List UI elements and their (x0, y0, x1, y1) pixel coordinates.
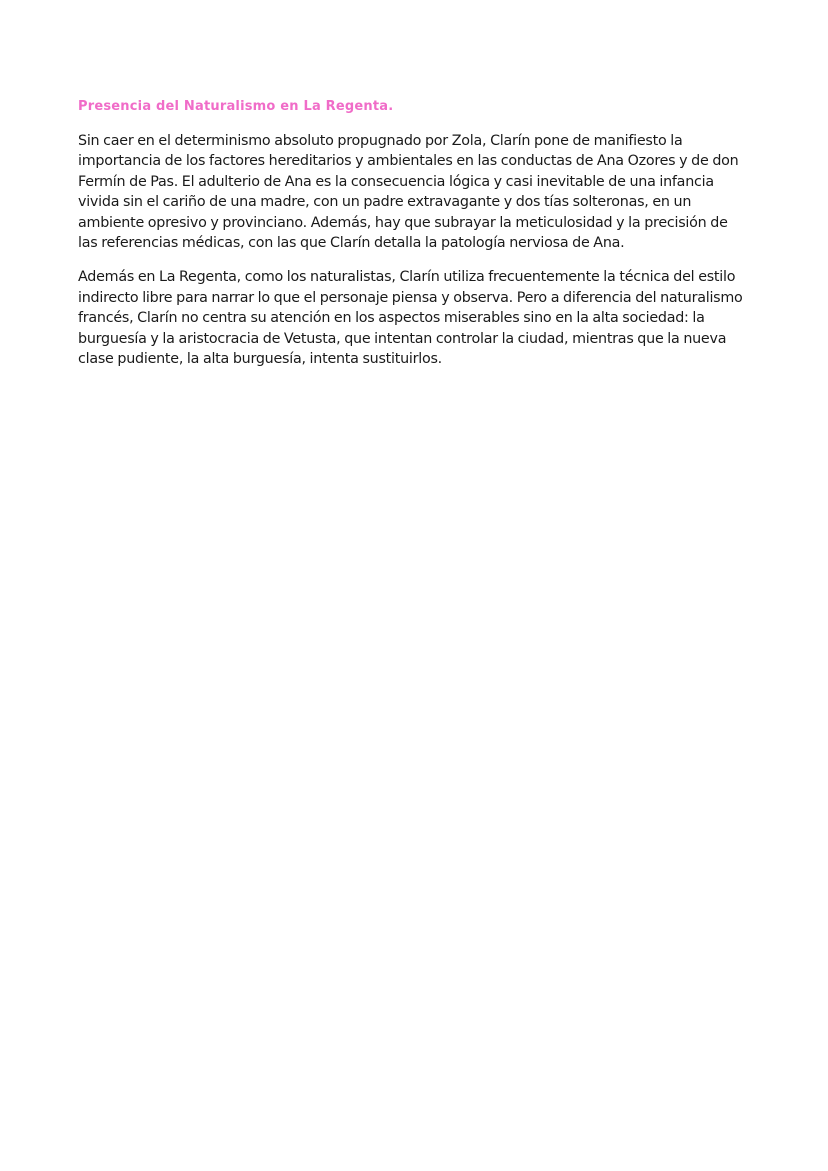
paragraph-1: Sin caer en el determinismo absoluto propugnado por Zola, Clarín pone de manifiesto la importancia de los factores hereditarios y ambientales en las conductas de Ana Ozores y de don Fermín de Pas. El adulterio de Ana es la consecuencia lógica y casi inevitable de una infancia vivida sin el cariño de una madre, con un padre extravagante y dos tías solteronas, en un ambiente opresivo y provinciano. Además, hay que subrayar la meticulosidad y la precisión de las referencias médicas, con las que Clarín detalla la patología nerviosa de Ana. (78, 133, 739, 252)
section-heading: Presencia del Naturalismo en La Regenta. (78, 99, 394, 114)
document-body (78, 97, 750, 383)
paragraph-2: Además en La Regenta, como los naturalistas, Clarín utiliza frecuentemente la técnica del estilo indirecto libre para narrar lo que el personaje piensa y observa. Pero a diferencia del naturalismo francés, Clarín no centra su atención en los aspectos miserables sino en la alta sociedad: la burguesía y la aristocracia de Vetusta, que intentan controlar la ciudad, mientras que la nueva clase pudiente, la alta burguesía, intenta sustituirlos. (78, 269, 743, 368)
